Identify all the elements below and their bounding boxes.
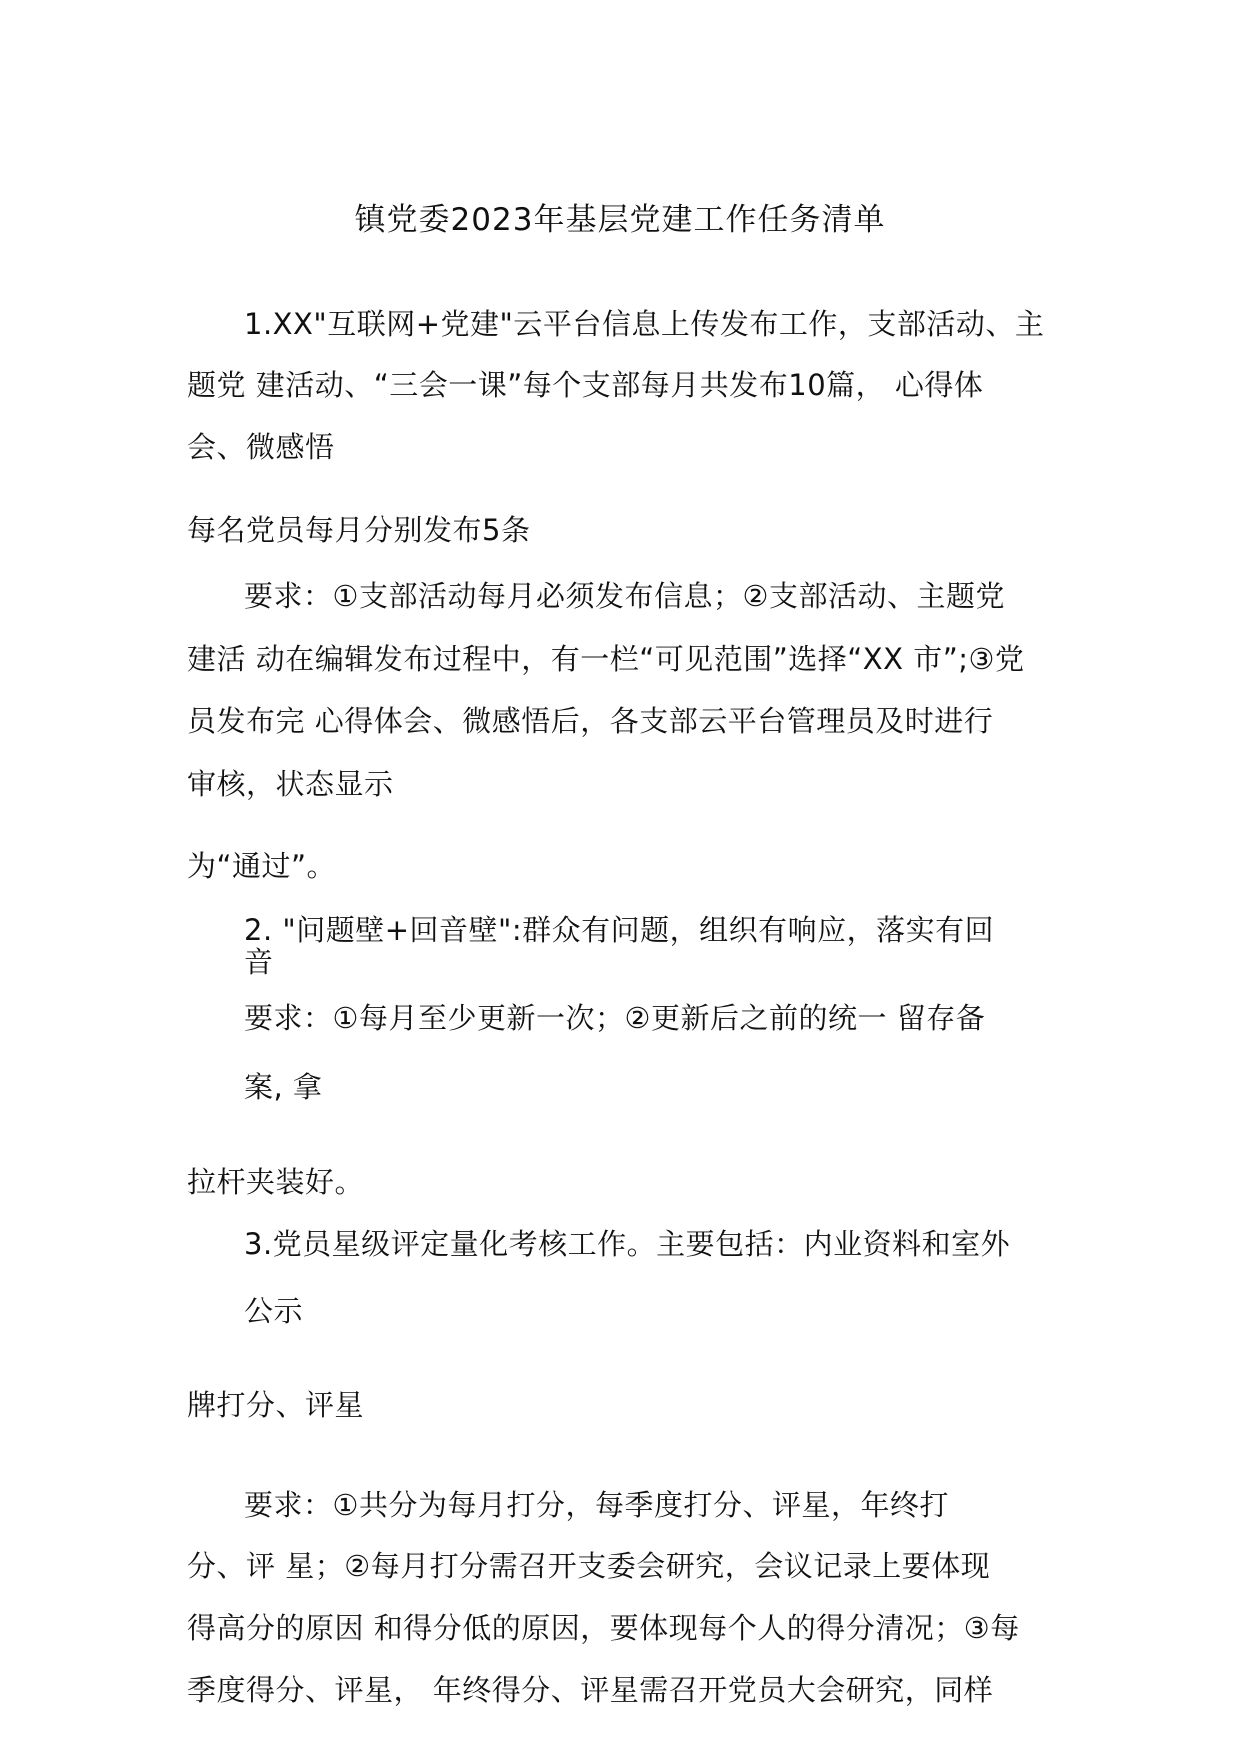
paragraph-line: 员发布完 心得体会、微感悟后，各支部云平台管理员及时进行 bbox=[187, 704, 994, 738]
paragraph-line: 得高分的原因 和得分低的原因，要体现每个人的得分清况；③每 bbox=[187, 1611, 1020, 1645]
paragraph-line: 季度得分、评星， 年终得分、评星需召开党员大会研究，同样 bbox=[187, 1673, 994, 1707]
paragraph-line: 拉杆夹装好。 bbox=[187, 1165, 365, 1199]
paragraph-line: 2. "问题壁+回音壁":群众有问题，组织有响应，落实有回 bbox=[244, 913, 995, 947]
paragraph-line: 要求：①每月至少更新一次；②更新后之前的统一 留存备 bbox=[244, 1001, 986, 1035]
paragraph-line: 3.党员星级评定量化考核工作。主要包括：内业资料和室外 bbox=[244, 1227, 1011, 1261]
paragraph-line: 公示 bbox=[244, 1294, 304, 1328]
paragraph-line: 要求：①支部活动每月必须发布信息；②支部活动、主题党 bbox=[244, 579, 1005, 613]
paragraph-line: 案, 拿 bbox=[244, 1070, 323, 1104]
paragraph-line: 音 bbox=[244, 945, 274, 979]
paragraph-line: 题党 建活动、“三会一课”每个支部每月共发布10篇， 心得体 bbox=[187, 368, 984, 402]
paragraph-line: 1.XX"互联网+党建"云平台信息上传发布工作，支部活动、主 bbox=[244, 307, 1045, 341]
paragraph-line: 审核，状态显示 bbox=[187, 767, 394, 801]
paragraph-line: 每名党员每月分别发布5条 bbox=[187, 513, 531, 547]
paragraph-line: 建活 动在编辑发布过程中，有一栏“可见范围”选择“XX 市”;③党 bbox=[187, 642, 1025, 676]
document-title: 镇党委2023年基层党建工作任务清单 bbox=[354, 202, 886, 238]
paragraph-line: 要求：①共分为每月打分，每季度打分、评星，年终打 bbox=[244, 1488, 949, 1522]
paragraph-line: 分、评 星；②每月打分需召开支委会研究，会议记录上要体现 bbox=[187, 1549, 991, 1583]
paragraph-line: 为“通过”。 bbox=[187, 849, 337, 883]
paragraph-line: 牌打分、评星 bbox=[187, 1388, 365, 1422]
paragraph-line: 会、微感悟 bbox=[187, 430, 335, 464]
